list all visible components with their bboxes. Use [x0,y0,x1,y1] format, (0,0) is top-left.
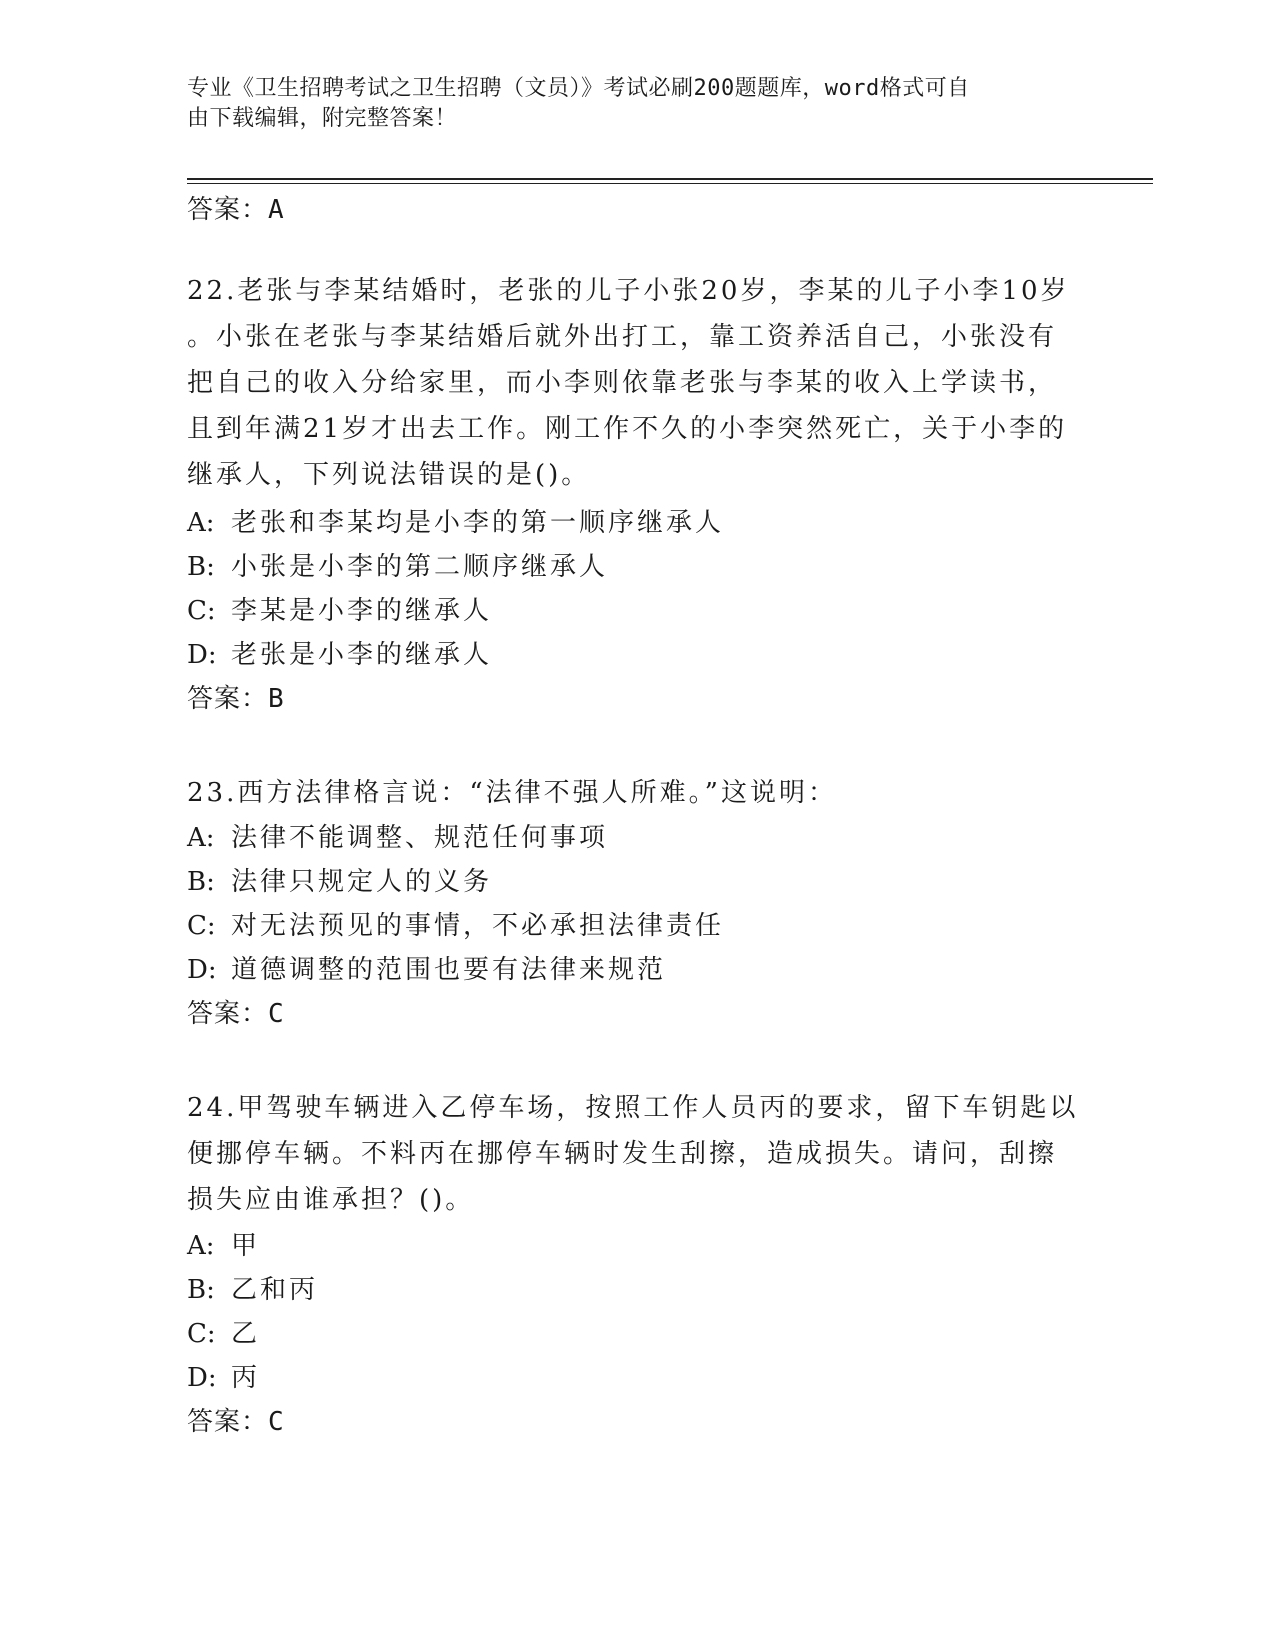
option-a [187,818,1087,858]
option-text: 小张是小李的第二顺序继承人 [231,552,609,582]
option-d [187,950,1087,990]
option-text: 乙 [231,1319,261,1349]
question-23 [187,770,1087,816]
question-text-line [187,268,1087,314]
option-text: 法律不能调整、规范任何事项 [231,823,609,853]
question-number: 24. [187,1093,238,1123]
question-text-line: 且到年满21岁才出去工作。刚工作不久的小李突然死亡，关于小李的 [187,414,1068,444]
option-text: 丙 [231,1363,261,1393]
option-c [187,906,1087,946]
answer-value: A [268,195,285,225]
answer-line [187,1402,285,1442]
option-b [187,862,1087,902]
option-c [187,591,1087,631]
option-a [187,1226,1087,1266]
option-text: 乙和丙 [231,1275,319,1305]
answer-value: C [268,1407,285,1437]
answer-line [187,679,285,719]
answer-value: C [268,999,285,1029]
option-b [187,1270,1087,1310]
option-a [187,503,1087,543]
option-key: B: [187,867,215,897]
question-number: 22. [187,276,238,306]
option-key: A: [187,1231,215,1261]
question-text-line: 继承人，下列说法错误的是()。 [187,460,591,490]
question-text-line: 把自己的收入分给家里，而小李则依靠老张与李某的收入上学读书， [187,368,1058,398]
answer-label: 答案： [187,1407,269,1437]
option-d [187,635,1087,675]
option-text: 法律只规定人的义务 [231,867,493,897]
question-text: 甲驾驶车辆进入乙停车场，按照工作人员丙的要求，留下车钥匙以 [237,1093,1079,1123]
answer-label: 答案： [187,684,269,714]
option-key: D: [187,955,217,985]
header-rule-thick [187,178,1153,180]
header-line-1: 专业《卫生招聘考试之卫生招聘（文员）》考试必刷200题题库，word格式可自 [187,76,970,101]
option-key: B: [187,1275,215,1305]
question-text-line [187,770,1087,816]
option-key: A: [187,823,215,853]
option-key: D: [187,1363,217,1393]
document-header [187,74,1067,134]
option-key: B: [187,552,215,582]
question-24 [187,1085,1087,1223]
question-text-line: 损失应由谁承担？()。 [187,1185,475,1215]
answer-value: B [268,684,285,714]
question-22 [187,268,1087,498]
option-text: 老张和李某均是小李的第一顺序继承人 [231,508,725,538]
question-text-line [187,1085,1087,1131]
question-text-line: 便挪停车辆。不料丙在挪停车辆时发生刮擦，造成损失。请问，刮擦 [187,1139,1058,1169]
option-text: 道德调整的范围也要有法律来规范 [231,955,667,985]
option-text: 对无法预见的事情，不必承担法律责任 [231,911,725,941]
option-text: 李某是小李的继承人 [231,596,493,626]
option-d [187,1358,1087,1398]
option-text: 甲 [231,1231,261,1261]
answer-label: 答案： [187,195,269,225]
question-text: 老张与李某结婚时，老张的儿子小张20岁，李某的儿子小李10岁 [237,276,1070,306]
header-line-2: 由下载编辑，附完整答案！ [187,106,458,131]
answer-line [187,190,285,230]
option-key: C: [187,1319,216,1349]
answer-label: 答案： [187,999,269,1029]
question-text-line: 。小张在老张与李某结婚后就外出打工，靠工资养活自己，小张没有 [187,322,1058,352]
option-key: C: [187,596,216,626]
option-c [187,1314,1087,1354]
header-rule-thin [187,183,1153,184]
option-key: C: [187,911,216,941]
answer-line [187,994,285,1034]
question-number: 23. [187,778,238,808]
option-b [187,547,1087,587]
option-key: A: [187,508,215,538]
option-text: 老张是小李的继承人 [231,640,493,670]
question-text: 西方法律格言说：“法律不强人所难。”这说明： [237,778,837,808]
option-key: D: [187,640,217,670]
